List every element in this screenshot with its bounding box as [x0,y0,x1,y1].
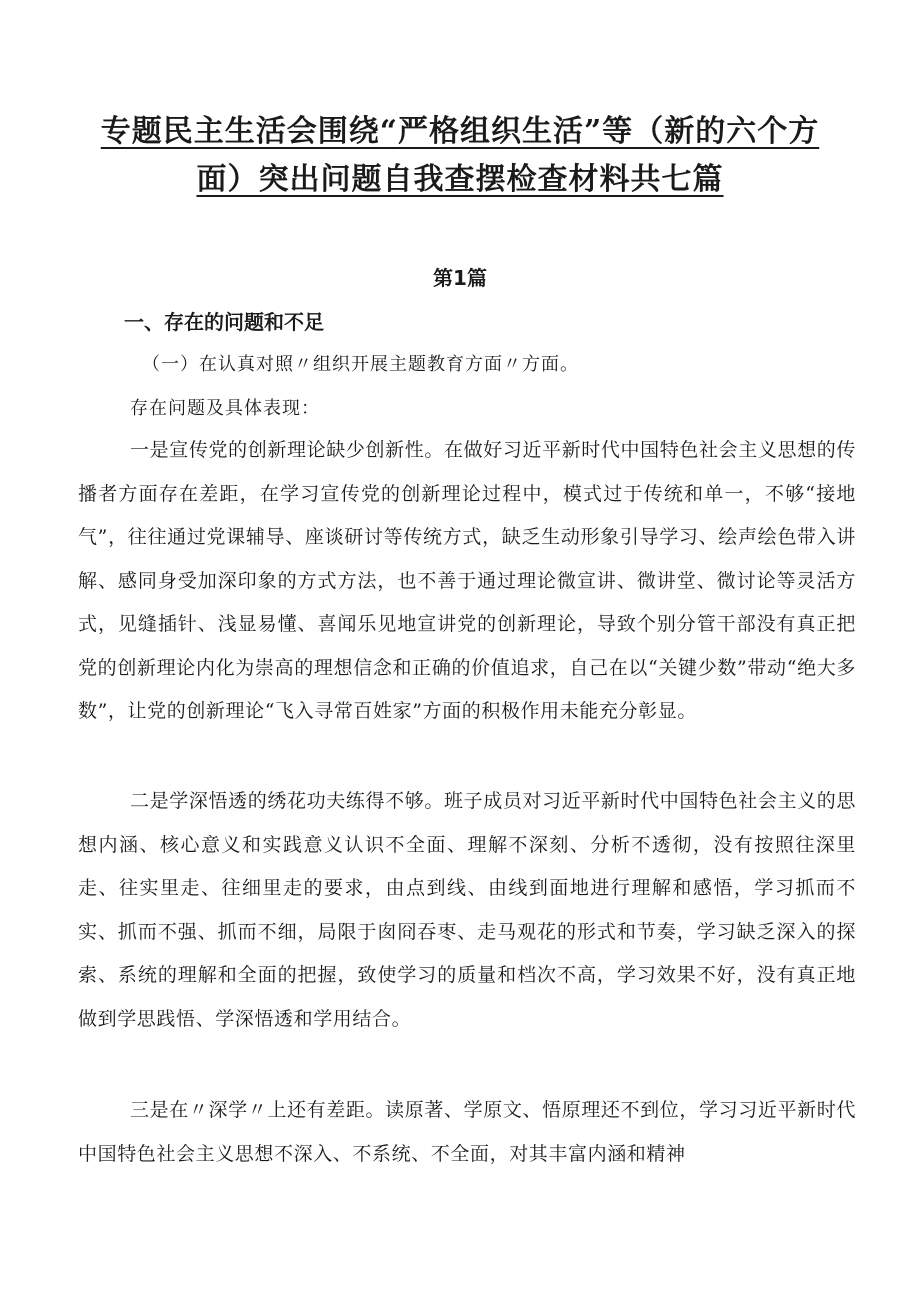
sub-heading: （一）在认真对照〃组织开展主题教育方面〃方面。 [142,354,579,375]
intro-line: 存在问题及具体表现： [130,398,320,419]
paragraph-1: 一是宣传党的创新理论缺少创新性。在做好习近平新时代中国特色社会主义思想的传播者方面存在差距，在学习宣传党的创新理论过程中，模式过于传统和单一，不够“接地气”，往往通过党课辅导、座谈研讨等传统方式，缺乏生动形象引导学习、绘声绘色带入讲解、感同身受加深印象的方式方法，也不善于通过理论微宣讲、微讲堂、微讨论等灵活方式，见缝插针、浅显易懂、喜闻乐见地宣讲党的创新理论，导致个别分管干部没有真正把党的创新理论内化为崇高的理想信念和正确的价值追求，自己在以“关键少数”带动“绝大多数”，让党的创新理论“飞入寻常百姓家”方面的积极作用未能充分彰显。 [78,439,856,722]
paragraph-2: 二是学深悟透的绣花功夫练得不够。班子成员对习近平新时代中国特色社会主义的思想内涵、核心意义和实践意义认识不全面、理解不深刻、分析不透彻，没有按照往深里走、往实里走、往细里走的要求，由点到线、由线到面地进行理解和感悟，学习抓而不实、抓而不强、抓而不细，局限于囱冏吞枣、走马观花的形式和节奏，学习缺乏深入的探索、系统的理解和全面的把握，致使学习的质量和档次不高，学习效果不好，没有真正地做到学思践悟、学深悟透和学用结合。 [78,790,856,1030]
paragraph-3: 三是在〃深学〃上还有差距。读原著、学原文、悟原理还不到位，学习习近平新时代中国特色社会主义思想不深入、不系统、不全面，对其丰富内涵和精神 [78,1099,856,1165]
document-title-text-1: 专题民主生活会围绕“严格组织生活”等（新的六个方 [100,114,820,149]
document-title-text-2: 面）突出问题自我查摆检查材料共七篇 [196,162,724,197]
document-title-line-2 [60,158,860,202]
article-number: 第1篇 [433,266,487,290]
section-heading: 一、存在的问题和不足 [124,310,324,334]
document-title-line-1 [60,110,860,154]
